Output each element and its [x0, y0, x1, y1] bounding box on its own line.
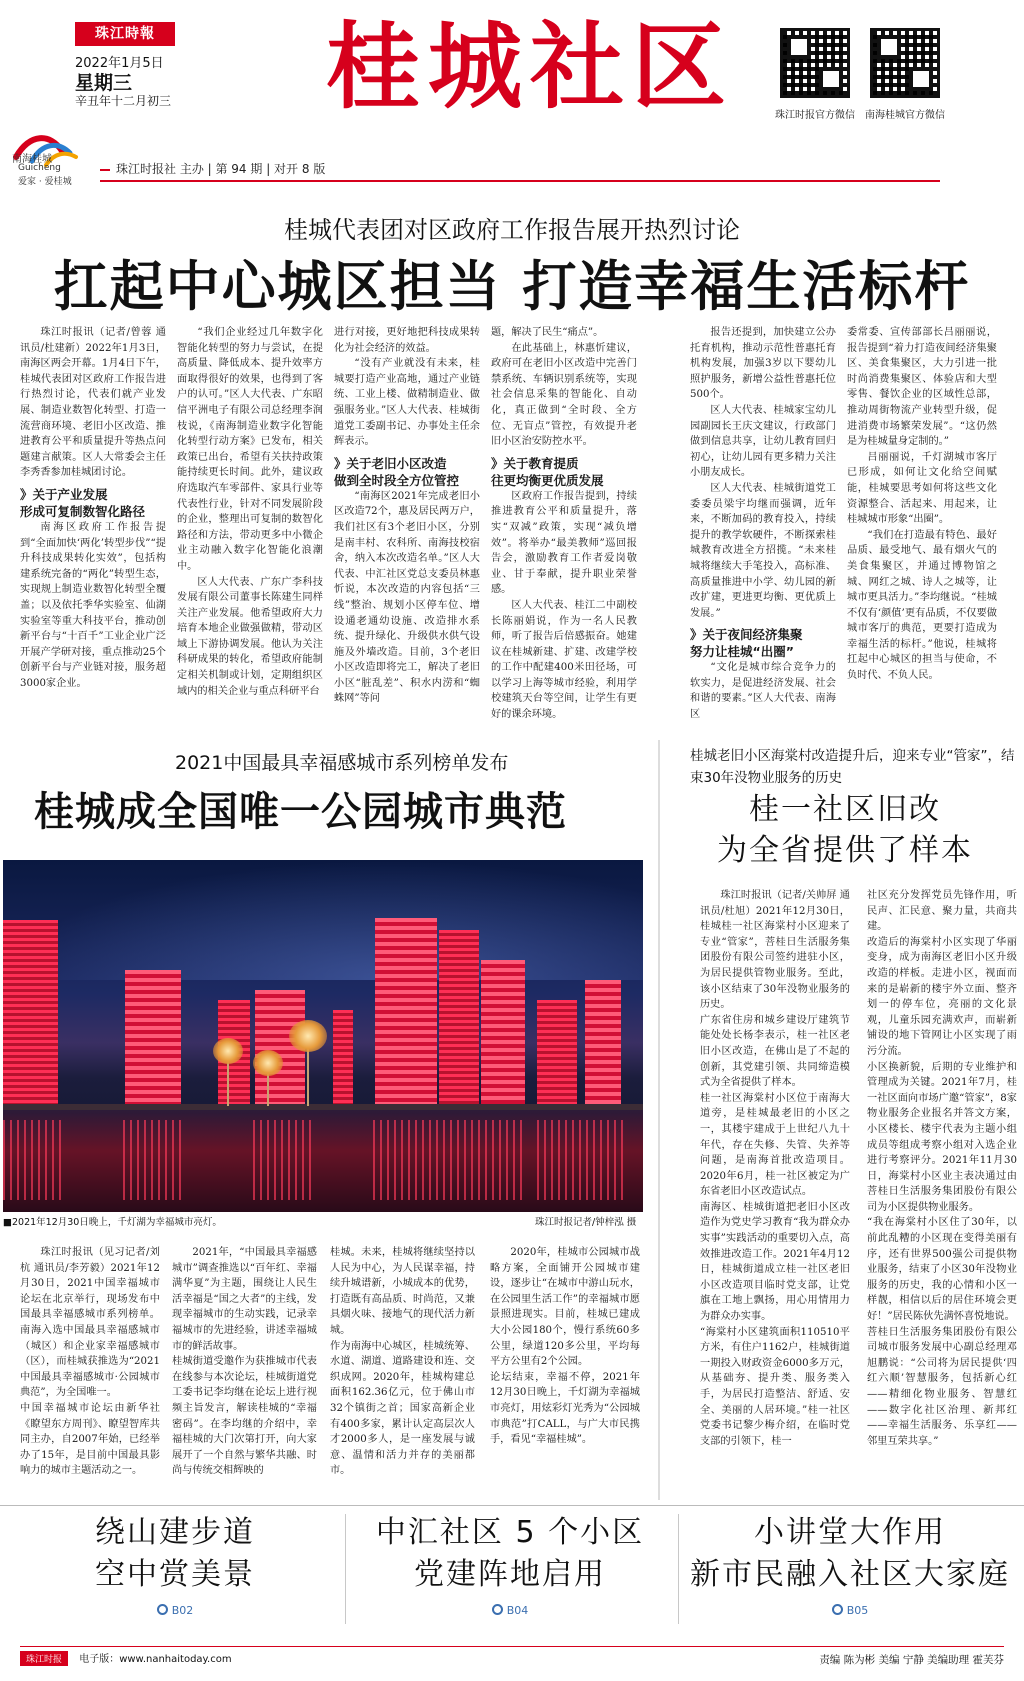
- page-number: B05: [846, 1604, 869, 1617]
- paragraph: 区政府工作报告提到，持续推进教育公平和质量提升，落实“双减”政策，实现“减负增效”。将举办“最美教师”巡回报告会，激励教育工作者爱岗敬业、甘于奉献，提升职业荣誉感。: [491, 490, 637, 596]
- lead-kicker: 桂城代表团对区政府工作报告展开热烈讨论: [284, 216, 740, 244]
- paragraph: “南海区2021年完成老旧小区改造72个，惠及居民两万户，我们社区有3个老旧小区，分别是南丰村、农科所、南海技校宿舍，纳入本次改造名单。”区人大代表、中汇社区党总支委员林惠忻说，本次改造的内容包括“三线”整治、规划小区停车位、增设通老通幼设施、改造排水系统、提升绿化、升级供水供气设施及外墙改造。目前，3个老旧小区改造即将完工，解决了老旧小区“脏乱差”、积水内涝和“蜘蛛网”等问: [334, 490, 480, 705]
- photo-lamp: [213, 1038, 243, 1064]
- paragraph: 委常委、宣传部部长吕丽丽说，报告提到“着力打造夜间经济集聚区、美食集聚区，大力引进一批时尚消费集聚区、体验店和大型零售、餐饮企业的区域性总部，推动周街物流产业转型升级，促进消费市场繁荣发展”。“这仍然是为桂城量身定制的。”: [847, 327, 997, 448]
- date-block: [75, 56, 245, 109]
- paragraph: 2021年，“中国最具幸福感城市”调查推选以“百年红、幸福满华夏”为主题，围绕让人民生活幸福是“国之大者”的主线，发现幸福城市的生动实践，记录幸福城市的先进经验，讲述幸福城市的鲜活故事。 桂城街道受邀作为获推城市代表在线参与本次论坛，桂城街道党工委书记李均继在论坛上进行视频主旨发言，解读桂城的“幸福密码”。在李均继的介绍中，幸福桂城的大门次第打开，向大家展开了一个自然与繁华共融、时尚与传统交相辉映的: [172, 1247, 317, 1477]
- promo-title: 空中赏美景: [95, 1557, 255, 1592]
- page-link-icon: [832, 1604, 843, 1615]
- qiandeng-lake-night-photo[interactable]: [3, 860, 643, 1212]
- qr-caption: 南海桂城官方微信: [865, 110, 945, 121]
- paragraph: 进行对接，更好地把科技成果转化为社会经济的效益。: [334, 327, 480, 354]
- side-logo-slogan: 爱家 · 爱桂城: [18, 177, 72, 187]
- park-column-2: [172, 1245, 317, 1490]
- promo-mountain-trail[interactable]: [20, 1512, 330, 1630]
- subhead: 》关于夜间经济集聚 努力让桂城“出圈”: [690, 627, 803, 660]
- paragraph: “文化是城市综合竞争力的软实力，是促进经济发展、社会和谐的要素。”区人大代表、南海区: [690, 662, 836, 721]
- side-logo-pinyin: Guicheng: [18, 163, 61, 173]
- lead-column-1: [20, 325, 166, 695]
- photo-building: [585, 980, 621, 1106]
- lead-column-5: [690, 325, 836, 721]
- page-link-icon: [157, 1604, 168, 1615]
- subhead: 》关于教育提质 往更均衡更优质发展: [491, 455, 604, 488]
- column-divider: [658, 740, 660, 1500]
- community-column-2: [867, 888, 1017, 1493]
- lead-headline[interactable]: 扛起中心城区担当 打造幸福生活标杆: [53, 255, 971, 318]
- page-number: B04: [506, 1604, 529, 1617]
- paper-logo: 珠江時報: [75, 22, 175, 46]
- photo-reflection: [3, 1120, 63, 1200]
- photo-building: [375, 918, 437, 1106]
- page-link-icon: [492, 1604, 503, 1615]
- masthead-rule: [100, 180, 940, 182]
- editor-credits: 责编 陈为彬 美编 宁静 美编助理 霍芙芬: [819, 1654, 1004, 1666]
- paragraph: 社区充分发挥党员先锋作用，听民声、汇民意、聚力量，共商共建。 改造后的海棠村小区实现了华丽变身，成为南海区老旧小区升级改造的样板。走进小区，视面而来的是崭新的楼宇外立面、整齐划一的停车位，亮丽的文化景观，儿童乐园充满欢声，而崭新铺设的地下管网让小区实现了雨污分流。 小区换新貌，后期的专业维护和管理成为关键。2021年7月，桂一社区面向市场广邀“管家”，8家物业服务企业报名并答文方案，小区楼长、楼宇代表为主题小组成员等组成考察小组对入选企业进行考察评分。2021年11月30日，海棠村小区业主表决通过由菩桂日生活服务集团股份有限公司为小区提供物业服务。 “我在海棠村小区住了30年，以前此乱糟的小区现在变得美丽有序，还有世界500强公司提供物业服务，结束了小区30年没物业服务的历史，我的心情和小区一样靓，相信以后的居住环境会更好！”居民陈伙先满怀喜悦地说。 菩桂日生活服务集团股份有限公司城市服务发展中心副总经理邓旭鹏说：“公司将为居民提供‘四红六顺’智慧服务，包括新心红——精细化物业服务、智慧红——数字化社区治理、新邦红——幸福生活服务、乐享红——邻里互荣共享。”: [867, 890, 1017, 1447]
- promo-divider: [678, 1514, 679, 1624]
- wechat-qr-code-icon[interactable]: [870, 28, 940, 98]
- photo-sky: [3, 860, 643, 980]
- subhead: 》关于老旧小区改造 做到全时段全方位管控: [334, 455, 460, 488]
- promo-title: 小讲堂大作用: [754, 1515, 946, 1550]
- paragraph: 南海区政府工作报告提到“全面加快‘两化’转型步伐”“提升科技成果转化实效”，包括构建系统完备的“两化”转型生态，实现规上制造业数智化转型全覆盖；以及依托季华实验室、仙湖实验室等重大科技平台，推动创新平台与“十百千”工业企业广泛开展产学研对接，重点推动25个创新平台与产业链对接，服务超3000家企业。: [20, 521, 166, 689]
- subhead: 》关于产业发展 形成可复制数智化路径: [20, 486, 146, 519]
- photo-building: [333, 1010, 353, 1106]
- park-column-4: [490, 1245, 640, 1490]
- paragraph: 桂城。未来，桂城将继续坚持以人民为中心，为人民谋幸福，持续升城谱新，小城成本的优势，打造既有高品质、时尚范，又兼具烟火味、接地气的现代活力新城。 作为南海中心城区，桂城统筹、水道、湖道、道路建设和连、交织成网。2020年，桂城构建总面积162.36亿元，位于佛山市32个镇街之首；国家高新企业有400多家，累计认定高层次人才2000多人，是一座发展与诚意、温情和活力并存的美丽都市。: [330, 1247, 475, 1477]
- footer-rule: [20, 1646, 1004, 1647]
- paragraph: 区人大代表、桂江二中副校长陈丽娟说，作为一名人民教师，听了报告后倍感振奋。她建议在桂城新建、扩建、改建学校的工作中配建400米田径场，可以学习上海等城市经验，利用学校建筑天台等空间，让学生有更好的课余环境。: [491, 599, 637, 721]
- photo-building: [439, 930, 479, 1106]
- paragraph: 吕丽丽说，千灯湖城市客厅已形成，如何让文化给空间赋能，桂城要思考如何将这些文化资源整合、活起来、用起来，让桂城城市形象“出圈”。: [847, 451, 997, 526]
- photo-caption: ■2021年12月30日晚上，千灯湖为幸福城市亮灯。: [3, 1217, 222, 1228]
- photo-building: [125, 970, 181, 1106]
- paragraph: “没有产业就没有未来，桂城要打造产业高地，通过产业链统、工业上楼、做精制造业、做强服务业。”区人大代表、桂城街道党工委副书记、办事处主任余辉表示。: [334, 358, 480, 448]
- community-headline[interactable]: 桂一社区旧改 为全省提供了样本: [717, 792, 973, 868]
- promo-lecture-hall[interactable]: [680, 1512, 1020, 1630]
- issue-weekday: 星期三: [75, 71, 133, 94]
- lead-column-2: [177, 325, 323, 695]
- promo-rule: [0, 1505, 1024, 1506]
- promo-page-link[interactable]: [680, 1604, 1020, 1617]
- photo-building: [481, 960, 525, 1106]
- paragraph: “我们企业经过几年数字化智能化转型的努力与尝试，在提高质量、降低成本、提升效率方面取得很好的效果，也得到了客户的认可。”区人大代表、广东昭信平洲电子有限公司总经理李润枝说，《南海制造业数字化智能化转型行动方案》已发布，相关政策已出台，希望有关扶持政策能持续更长时间。此外，建议政府选取汽车零部件、家具行业等代表性行业，针对不同发展阶段的企业，整理出可复制的数智化路径和方法，带动更多中小微企业主动融入数字化智能化浪潮中。: [177, 327, 323, 572]
- paragraph: “我们在打造最有特色、最好品质、最受地气、最有烟火气的美食集聚区，并通过博物馆之城、网红之城、诗人之城等，让城市更具活力。”李均继说。“桂城不仅有‘颜值’更有品质，不仅要做城市客厅的典范，更要打造成为幸福生活的标杆。”他说，桂城将扛起中心城区的担当与使命，不负时代、不负人民。: [847, 529, 997, 682]
- lunar-date: 辛丑年十二月初三: [75, 94, 172, 109]
- paragraph: 珠江时报讯（见习记者/刘杭 通讯员/李芳毅）2021年12月30日，2021中国幸福城市论坛在北京举行，现场发布中国最具幸福感城市系列榜单。南海入选中国最具幸福感城市（城区）和企业家幸福感城市（区），而桂城获推选为“2021中国最具幸福感城市·公园城市典范”，为全国唯一。 中国幸福城市论坛由新华社《瞭望东方周刊》、瞭望智库共同主办，自2007年始，已经举办了15年，是目前中国最具影响力的城市主题活动之一。: [20, 1247, 160, 1477]
- lead-column-3: [334, 325, 480, 705]
- paragraph: 题，解决了民生“痛点”。: [491, 327, 604, 338]
- photo-lamp: [253, 1050, 283, 1076]
- promo-page-link[interactable]: [355, 1604, 665, 1617]
- promo-title: 党建阵地启用: [414, 1557, 606, 1592]
- paragraph: 珠江时报讯（记者/曾蓉 通讯员/杜建新）2022年1月3日，南海区两会开幕。1月4日下午，桂城代表团对区政府工作报告进行热烈讨论，代表们就产业发展、制造业数智化转型、打造一流营商环境、老旧小区改造、推进教育公平和质量提升等热点问题建言献策。区人大常委会主任李秀香参加桂城团讨论。: [20, 327, 166, 479]
- wechat-qr-code-icon[interactable]: [780, 28, 850, 98]
- lead-column-4: [491, 325, 637, 721]
- qr-caption: 珠江时报官方微信: [775, 110, 855, 121]
- park-kicker: 2021中国最具幸福感城市系列榜单发布: [175, 752, 509, 774]
- promo-divider: [345, 1514, 346, 1624]
- photo-reflection: [537, 1120, 627, 1200]
- promo-title: 新市民融入社区大家庭: [690, 1557, 1010, 1592]
- paragraph: 2020年，桂城市公园城市战略方案，全面铺开公园城市建设，逐步让“在城市中游山玩水，在公园里生活工作”的幸福城市愿景照进现实。目前，桂城已建成大小公园180个，慢行系统60多公里，绿道120多公里，平均每平方公里有2个公园。 论坛结束，幸福不停，2021年12月30日晚上，千灯湖为幸福城市亮灯，用炫彩灯光秀为“公园城市典范”打CALL，与广大市民携手，看见“幸福桂城”。: [490, 1247, 640, 1446]
- park-column-1: [20, 1245, 160, 1490]
- side-logo-name: 南海桂城: [12, 154, 52, 165]
- paragraph: 珠江时报讯（记者/关帅屏 通讯员/杜旭）2021年12月30日，桂城桂一社区海棠村小区迎来了专业“管家”，菩桂日生活服务集团股份有限公司签约进驻小区，为居民提供管物业服务。至此，该小区结束了30年没物业服务的历史。 广东省住房和城乡建设厅建筑节能处处长杨李表示，桂一社区老旧小区改造，在佛山是了不起的创新，其党建引领、共同缔造模式为全省提供了样本。 桂一社区海棠村小区位于南海大道旁，是桂城最老旧的小区之一，其楼宇建成于上世纪八九十年代，存在失修、失管、失养等问题，是南海首批改造项目。2020年6月，桂一社区被定为广东省老旧小区改造试点。 南海区、桂城街道把老旧小区改造作为党史学习教育“我为群众办实事”实践活动的重要切入点，高效推进改造工作。2021年4月12日，桂城街道成立桂一社区老旧小区改造项目临时党支部，让党旗在工地上飘扬，用心用情用力为群众办实事。 “海棠村小区建筑面积110510平方米，有住户1162户，桂城街道一期投入财政资金6000多万元，从基础夯、提升类、服务类入手，为居民打造整洁、舒适、安全、美丽的人居环境。”桂一社区党委书记黎少梅介绍，在临时党支部的引领下，桂一: [700, 890, 850, 1447]
- park-headline[interactable]: 桂城成全国唯一公园城市典范: [34, 789, 567, 835]
- paragraph: 报告还提到，加快建立公办托育机构，推动示范性普惠托育机构发展，加强3岁以下婴幼儿照护服务，新增公益性普惠托位500个。: [690, 327, 836, 401]
- photo-reflection: [373, 1120, 523, 1200]
- paragraph: 区人大代表、桂城街道党工委委员梁宇均继而强调，近年来，不断加码的教育投入，持续提升的教学软硬件，不断探索桂城教育改进全方招揽。“未来桂城将继续大手笔投入，高标准、高质量推进中小学、幼儿园的新改扩建，更进更均衡、更优质上发展。”: [690, 482, 836, 619]
- promo-title: 绕山建步道: [95, 1515, 255, 1550]
- photo-reflection: [253, 1120, 313, 1200]
- footer-site[interactable]: 电子版：www.nanhaitoday.com: [79, 1654, 232, 1665]
- promo-title: 中汇社区 5 个小区: [375, 1515, 645, 1550]
- photo-building: [537, 1000, 577, 1106]
- edition-info: [100, 160, 920, 178]
- park-column-3: [330, 1245, 475, 1490]
- promo-zhonghui-community[interactable]: [355, 1512, 665, 1630]
- issue-date: 2022年1月5日: [75, 56, 164, 71]
- community-kicker: 桂城老旧小区海棠村改造提升后，迎来专业“管家”，结束30年没物业服务的历史: [690, 748, 1015, 786]
- photo-reflection: [123, 1120, 183, 1200]
- nameplate-title: 桂城社区: [325, 12, 734, 122]
- community-column-1: [700, 888, 850, 1493]
- page-number: B02: [171, 1604, 194, 1617]
- photo-lamp: [289, 1020, 327, 1052]
- lead-column-6: [847, 325, 997, 695]
- paragraph: 区人大代表、桂城家宝幼儿园副园长王庆文建议，行政部门做到信息共享，让幼儿教育回归初心，让幼儿园有更多精力关注小朋友成长。: [690, 404, 836, 479]
- promo-page-link[interactable]: [20, 1604, 330, 1617]
- footer-tag: 珠江时报: [20, 1651, 68, 1666]
- photo-building: [3, 920, 58, 1106]
- paragraph: 在此基础上，林惠忻建议，政府可在老旧小区改造中完善门禁系统、车辆识别系统等，实现社会信息采集的智能化、自动化，真正做到“全时段、全方位、无盲点”管控，有效提升老旧小区治安防控水平。: [491, 342, 637, 448]
- photo-credit: 珠江时报记者/钟梓泓 摄: [535, 1217, 637, 1228]
- edition-line: 珠江时报社 主办 | 第 94 期 | 对开 8 版: [116, 162, 326, 176]
- paragraph: 区人大代表、广东广李科技发展有限公司董事长陈建生同样关注产业发展。他希望政府大力培育本地企业做强做精，带动区域上下游协调发展。他认为关注科研成果的转化，希望政府能制定相关机制或计划，定期组织区域内的相关企业与重点科研平台: [177, 576, 323, 697]
